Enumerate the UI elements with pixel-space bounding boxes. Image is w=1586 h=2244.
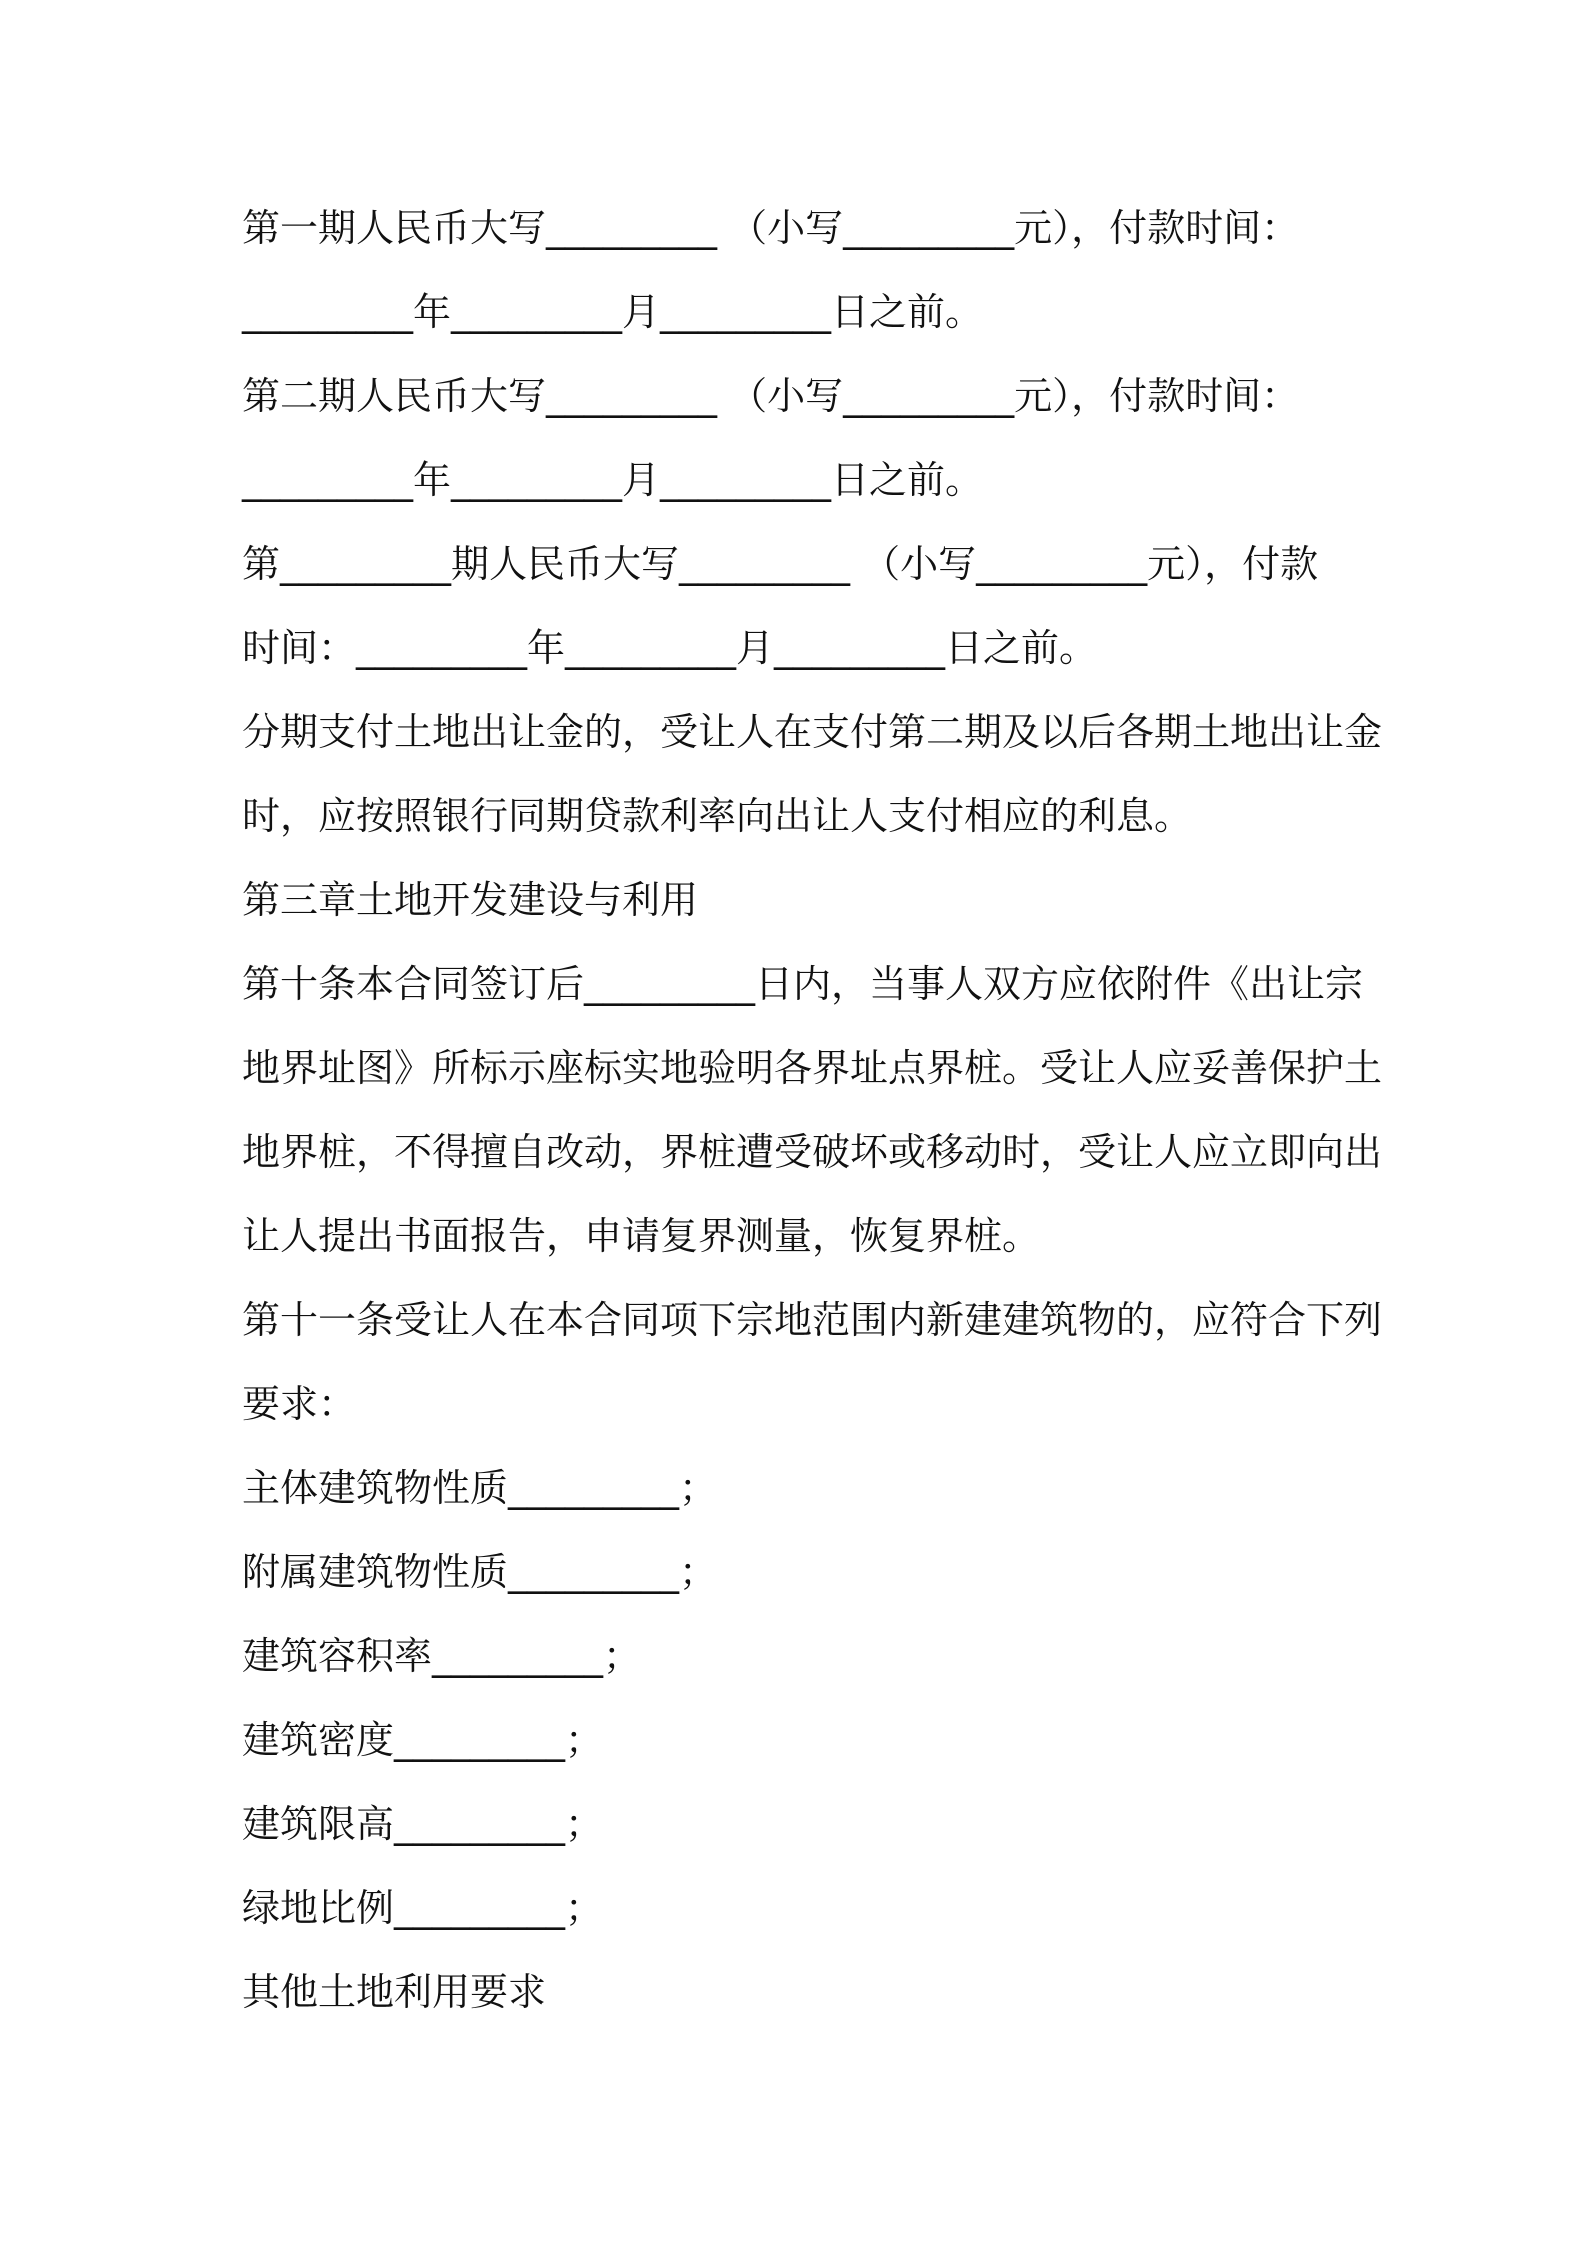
text-line-plot-ratio: 建筑容积率_________； [242, 1634, 642, 1678]
text-line-payment-1: 第一期人民币大写_________ （小写_________元），付款时间： [242, 206, 1300, 250]
text-line-payment-1-date: _________年_________月_________日之前。 [242, 290, 984, 334]
text-line-installment-note-cont: 时，应按照银行同期贷款利率向出让人支付相应的利息。 [242, 794, 1193, 838]
text-line-payment-2-date: _________年_________月_________日之前。 [242, 458, 984, 502]
text-line-article-11: 第十一条受让人在本合同项下宗地范围内新建建筑物的，应符合下列 [242, 1298, 1383, 1342]
text-line-main-building: 主体建筑物性质_________； [242, 1466, 718, 1510]
chapter-heading: 第三章土地开发建设与利用 [242, 878, 699, 922]
text-line-installment-note: 分期支付土地出让金的，受让人在支付第二期及以后各期土地出让金 [242, 710, 1383, 754]
text-line-article-10: 第十条本合同签订后_________日内，当事人双方应依附件《出让宗 [242, 962, 1364, 1006]
text-line-payment-n-date: 时间：_________年_________月_________日之前。 [242, 626, 1098, 670]
text-line-article-10-cont-1: 地界址图》所标示座标实地验明各界址点界桩。受让人应妥善保护土 [242, 1046, 1383, 1090]
text-line-payment-2: 第二期人民币大写_________ （小写_________元），付款时间： [242, 374, 1300, 418]
text-line-height-limit: 建筑限高_________； [242, 1802, 604, 1846]
text-line-article-11-cont: 要求： [242, 1382, 357, 1426]
text-line-article-10-cont-3: 让人提出书面报告，申请复界测量，恢复界桩。 [242, 1214, 1041, 1258]
text-line-payment-n: 第_________期人民币大写_________ （小写_________元），付款 [242, 542, 1319, 586]
text-line-building-density: 建筑密度_________； [242, 1718, 604, 1762]
text-line-article-10-cont-2: 地界桩，不得擅自改动，界桩遭受破坏或移动时，受让人应立即向出 [242, 1130, 1383, 1174]
text-line-auxiliary-building: 附属建筑物性质_________； [242, 1550, 718, 1594]
text-line-green-ratio: 绿地比例_________； [242, 1886, 604, 1930]
text-line-other-requirements: 其他土地利用要求 [242, 1970, 547, 2014]
